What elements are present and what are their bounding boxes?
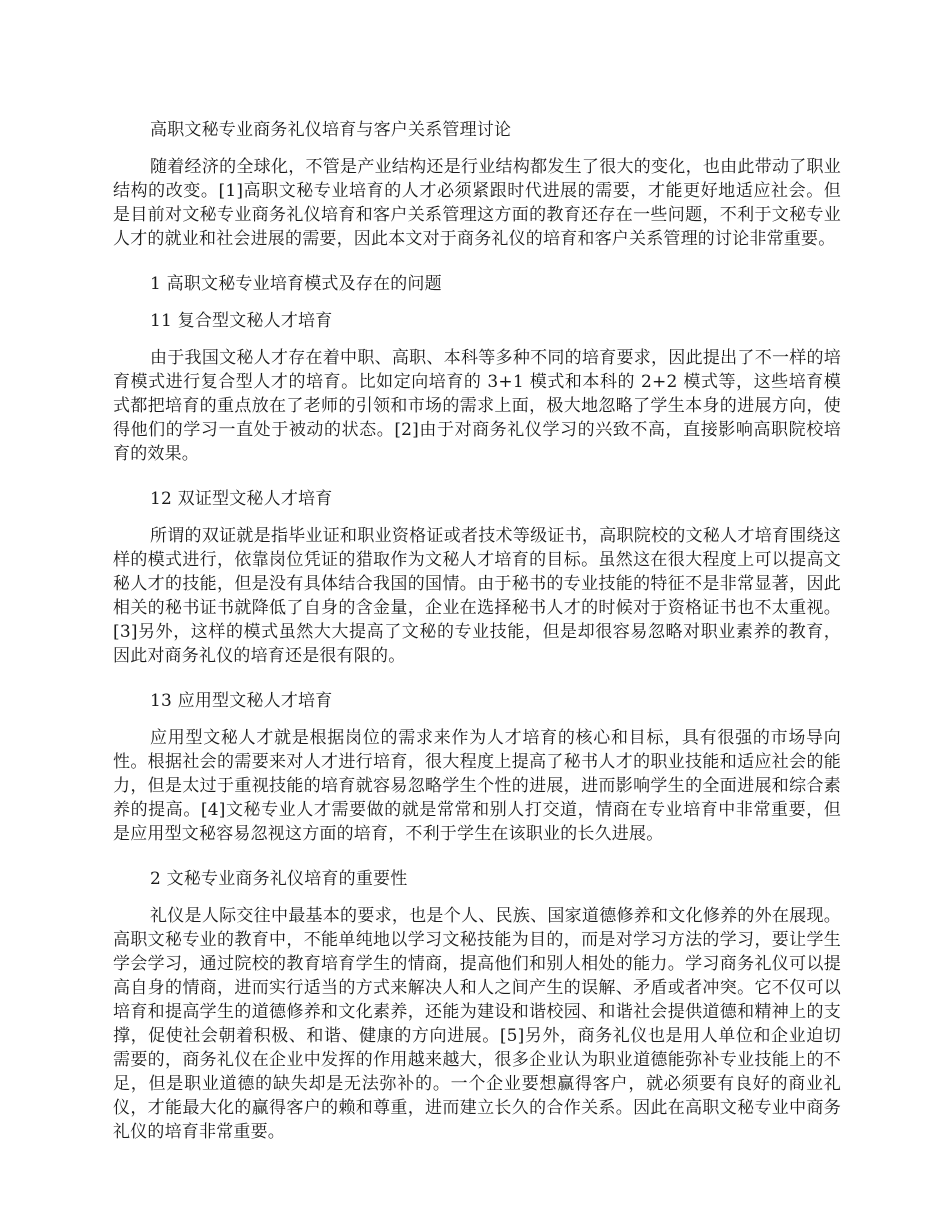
section-2-heading: 2 文秘专业商务礼仪培育的重要性 <box>150 869 408 889</box>
section-1-1-paragraph: 由于我国文秘人才存在着中职、高职、本科等多种不同的培育要求，因此提出了不一样的培育模式进行复合型人才的培育。比如定向培育的 3+1 模式和本科的 2+2 模式等，这些培育模式都把培育的重点放在了老师的引领和市场的需求上面，极大地忽略了学生本身的进展方向，使得他们的学习一直处于被动的状态。[2]由于对商务礼仪学习的兴致不高，直接影响高职院校培育的效果。 <box>113 348 841 464</box>
section-1-1-heading: 11 复合型文秘人才培育 <box>150 311 333 331</box>
section-1-3-heading: 13 应用型文秘人才培育 <box>150 691 333 711</box>
document-page <box>113 118 841 1144</box>
section-1-2-heading: 12 双证型文秘人才培育 <box>150 489 333 509</box>
intro-paragraph: 随着经济的全球化，不管是产业结构还是行业结构都发生了很大的变化，也由此带动了职业结构的改变。[1]高职文秘专业培育的人才必须紧跟时代进展的需要，才能更好地适应社会。但是目前对文秘专业商务礼仪培育和客户关系管理这方面的教育还存在一些问题，不利于文秘专业人才的就业和社会进展的需要，因此本文对于商务礼仪的培育和客户关系管理的讨论非常重要。 <box>113 157 841 249</box>
section-1-heading: 1 高职文秘专业培育模式及存在的问题 <box>150 274 442 294</box>
document-title: 高职文秘专业商务礼仪培育与客户关系管理讨论 <box>150 120 512 140</box>
section-1-3-paragraph: 应用型文秘人才就是根据岗位的需求来作为人才培育的核心和目标，具有很强的市场导向性。根据社会的需要来对人才进行培育，很大程度上提高了秘书人才的职业技能和适应社会的能力，但是太过于重视技能的培育就容易忽略学生个性的进展，进而影响学生的全面进展和综合素养的提高。[4]文秘专业人才需要做的就是常常和别人打交道，情商在专业培育中非常重要，但是应用型文秘容易忽视这方面的培育，不利于学生在该职业的长久进展。 <box>113 728 841 844</box>
section-1-2-paragraph: 所谓的双证就是指毕业证和职业资格证或者技术等级证书，高职院校的文秘人才培育围绕这样的模式进行，依靠岗位凭证的猎取作为文秘人才培育的目标。虽然这在很大程度上可以提高文秘人才的技能，但是没有具体结合我国的国情。由于秘书的专业技能的特征不是非常显著，因此相关的秘书证书就降低了自身的含金量，企业在选择秘书人才的时候对于资格证书也不太重视。[3]另外，这样的模式虽然大大提高了文秘的专业技能，但是却很容易忽略对职业素养的教育，因此对商务礼仪的培育还是很有限的。 <box>113 526 841 666</box>
section-2-paragraph: 礼仪是人际交往中最基本的要求，也是个人、民族、国家道德修养和文化修养的外在展现。高职文秘专业的教育中，不能单纯地以学习文秘技能为目的，而是对学习方法的学习，要让学生学会学习，通过院校的教育培育学生的情商，提高他们和别人相处的能力。学习商务礼仪可以提高自身的情商，进而实行适当的方式来解决人和人之间产生的误解、矛盾或者冲突。它不仅可以培育和提高学生的道德修养和文化素养，还能为建设和谐校园、和谐社会提供道德和精神上的支撑，促使社会朝着积极、和谐、健康的方向进展。[5]另外，商务礼仪也是用人单位和企业迫切需要的，商务礼仪在企业中发挥的作用越来越大，很多企业认为职业道德能弥补专业技能上的不足，但是职业道德的缺失却是无法弥补的。一个企业要想赢得客户，就必须要有良好的商业礼仪，才能最大化的赢得客户的赖和尊重，进而建立长久的合作关系。因此在高职文秘专业中商务礼仪的培育非常重要。 <box>113 906 841 1142</box>
